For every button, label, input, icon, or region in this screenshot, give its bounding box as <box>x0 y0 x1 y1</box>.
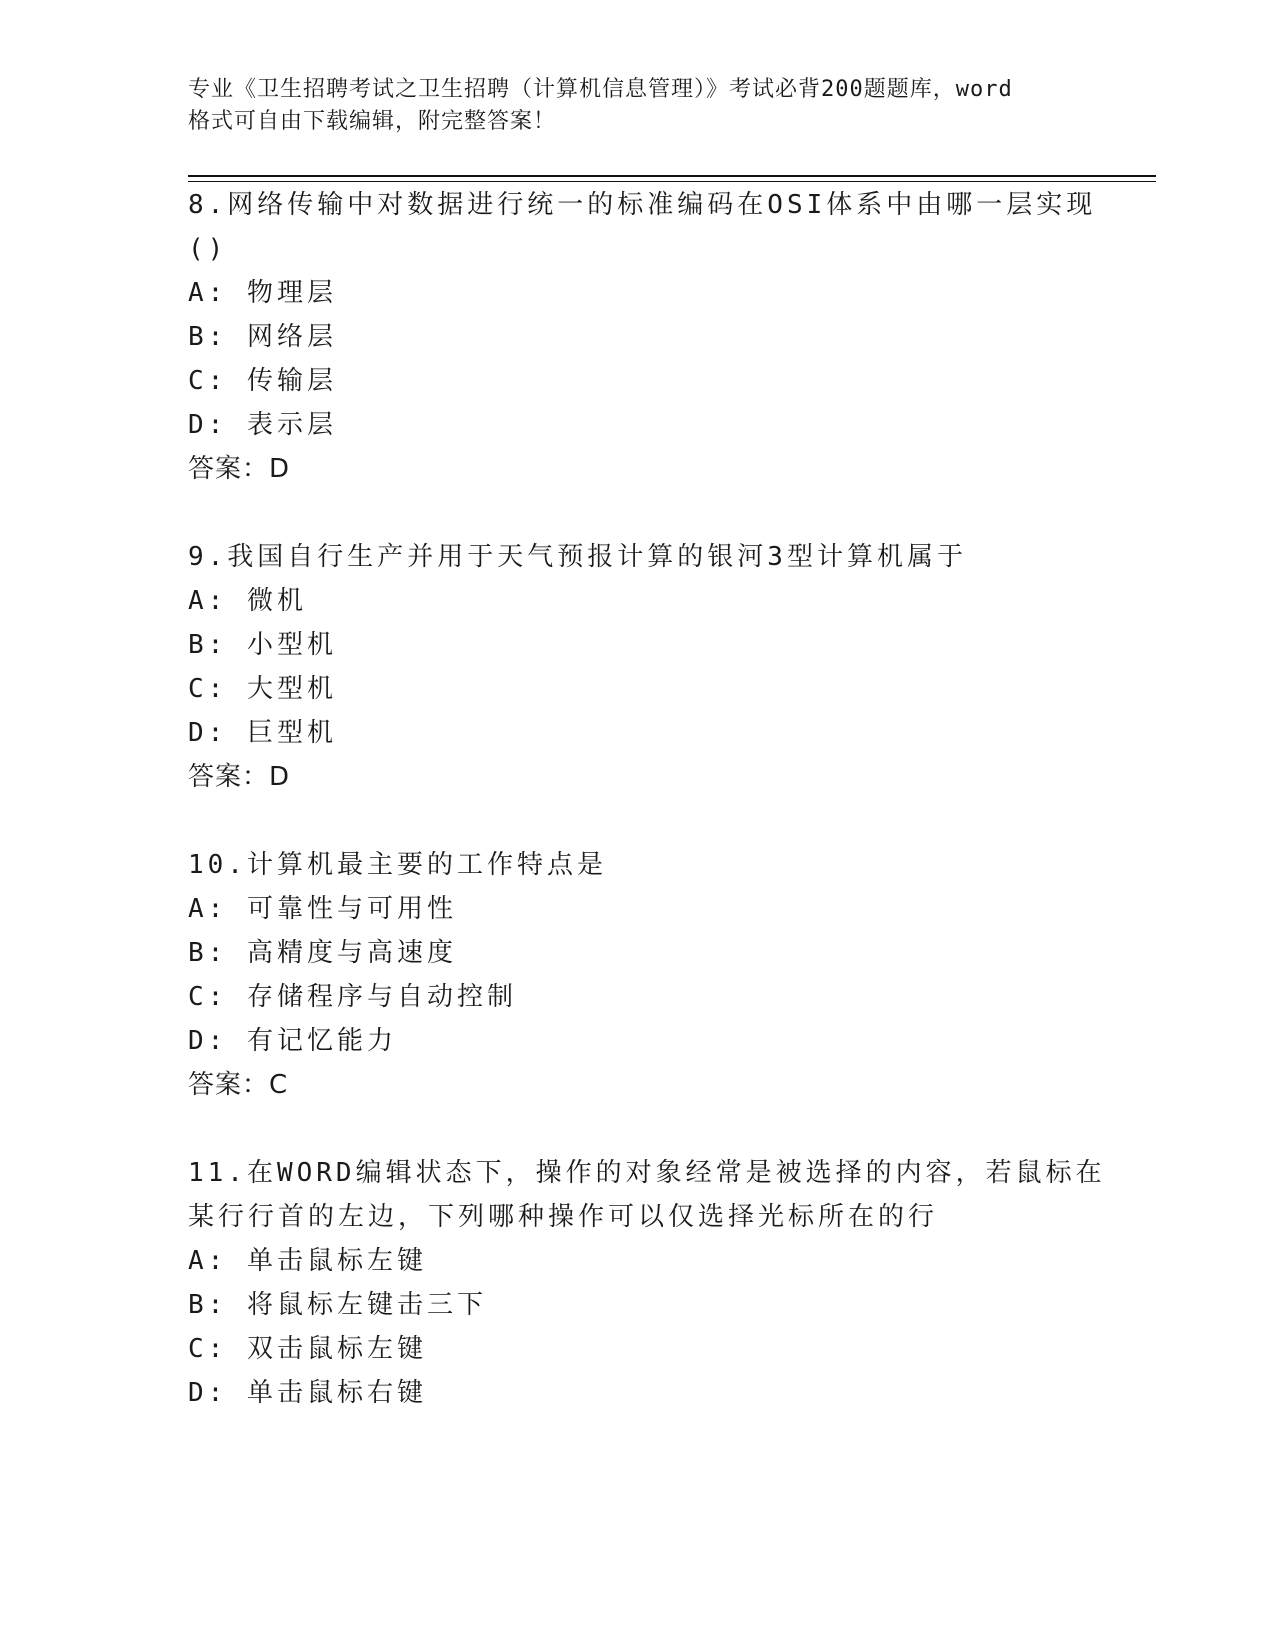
question-11-stem-line-2: 某行行首的左边，下列哪种操作可以仅选择光标所在的行 <box>188 1202 939 1232</box>
question-10-option-d: D: 有记忆能力 <box>188 1026 397 1056</box>
question-8-option-a: A: 物理层 <box>188 278 337 308</box>
question-11-option-b: B: 将鼠标左键击三下 <box>188 1290 487 1320</box>
question-9-option-c: C: 大型机 <box>188 674 337 704</box>
question-11-stem-line-1: 11.在WORD编辑状态下，操作的对象经常是被选择的内容，若鼠标在 <box>188 1158 1106 1188</box>
question-10-option-a: A: 可靠性与可用性 <box>188 894 457 924</box>
question-9-option-d: D: 巨型机 <box>188 718 337 748</box>
question-8-stem-line-2: () <box>188 234 228 264</box>
question-11-option-c: C: 双击鼠标左键 <box>188 1334 427 1364</box>
question-10-option-b: B: 高精度与高速度 <box>188 938 457 968</box>
header-divider-thin <box>188 181 1156 182</box>
question-8-option-d: D: 表示层 <box>188 410 337 440</box>
question-9-answer: 答案：D <box>188 762 291 792</box>
question-10-stem-line-1: 10.计算机最主要的工作特点是 <box>188 850 607 880</box>
question-9-option-a: A: 微机 <box>188 586 307 616</box>
question-11-option-d: D: 单击鼠标右键 <box>188 1378 427 1408</box>
document-header <box>188 74 1088 138</box>
question-8-option-c: C: 传输层 <box>188 366 337 396</box>
question-8-stem-line-1: 8.网络传输中对数据进行统一的标准编码在OSI体系中由哪一层实现 <box>188 190 1097 220</box>
question-9-stem-line-1: 9.我国自行生产并用于天气预报计算的银河3型计算机属于 <box>188 542 967 572</box>
question-10-answer: 答案：C <box>188 1070 289 1100</box>
header-divider-thick <box>188 175 1156 177</box>
question-10-option-c: C: 存储程序与自动控制 <box>188 982 517 1012</box>
header-title-line-1: 专业《卫生招聘考试之卫生招聘（计算机信息管理）》考试必背200题题库，word <box>188 77 1013 102</box>
question-11-option-a: A: 单击鼠标左键 <box>188 1246 427 1276</box>
question-9-option-b: B: 小型机 <box>188 630 337 660</box>
question-8-answer: 答案：D <box>188 454 291 484</box>
header-title-line-2: 格式可自由下载编辑，附完整答案！ <box>188 109 557 134</box>
question-8-option-b: B: 网络层 <box>188 322 337 352</box>
